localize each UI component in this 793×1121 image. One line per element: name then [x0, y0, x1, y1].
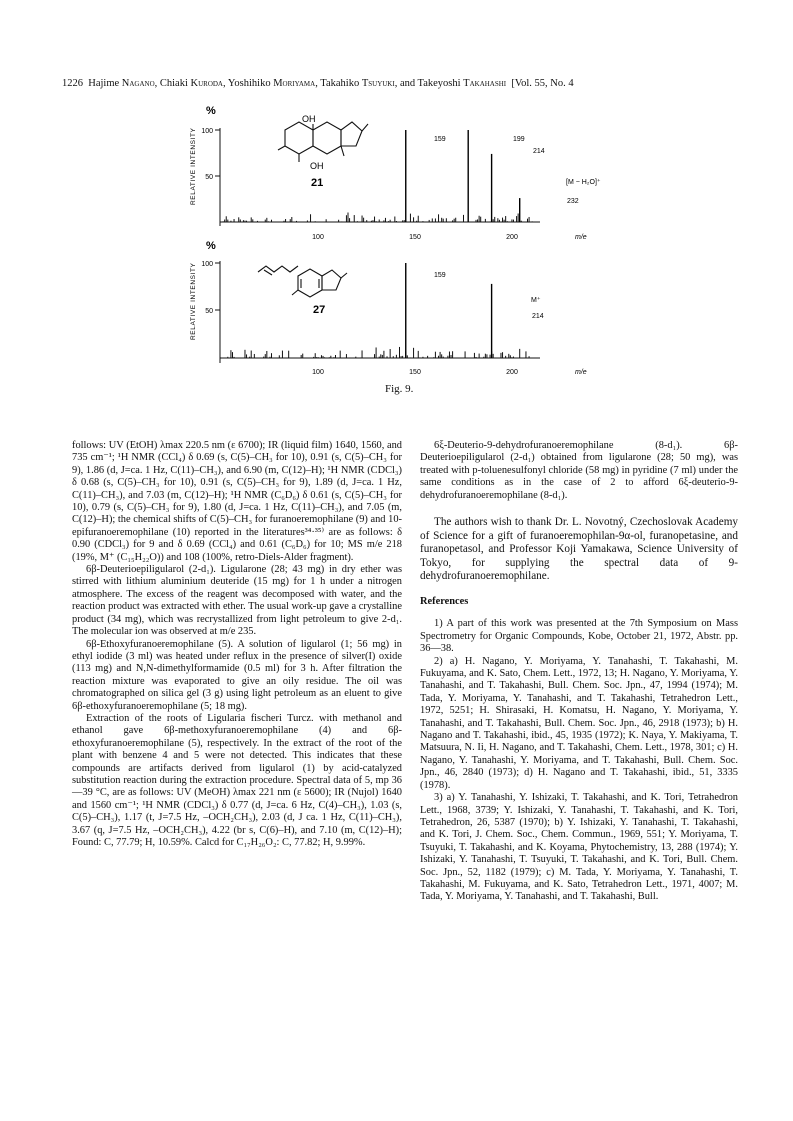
author-name: Nagano	[121, 78, 155, 89]
compound-number: 21	[311, 177, 324, 189]
y-axis-label: RELATIVE INTENSITY	[190, 127, 197, 205]
peak-label: 159	[434, 272, 446, 279]
paragraph: 6β-Ethoxyfuranoeremophilane (5). A solution of ligularol (1; 56 mg) in ethyl iodide (3 ml) was heated under reflux in the presence of silver(I) oxide (113 mg) and N,N-dimethylformamide (0.5 ml) for 3 h. After filtration the reaction mixture was evaporated to give an oily residue. The oil was chromatographed on silica gel (3 g) using light petroleum as an eluent to give 6β-ethoxyfuranoeremophilane (5; 18 mg).	[72, 638, 402, 712]
y-tick-label: 50	[205, 174, 213, 181]
author-text: Hajime	[88, 78, 122, 89]
mass-spectra-figure	[0, 0, 793, 400]
structure-21	[278, 122, 368, 162]
author-name: Takahashi	[463, 78, 507, 89]
x-tick-label: 200	[506, 369, 518, 376]
spectrum-top	[190, 105, 601, 241]
author-name: Kuroda	[190, 78, 223, 89]
hydroxyl-label: OH	[310, 161, 324, 171]
peak-label: 199	[513, 136, 525, 143]
x-axis-unit: m/e	[575, 234, 587, 241]
reference-item: 1) A part of this work was presented at the 7th Symposium on Mass Spectrometry for Organic Compounds, Kobe, October 21, 1972, Abstr. pp. 36—38.	[420, 618, 738, 655]
reference-item: 3) a) Y. Tanahashi, Y. Ishizaki, T. Takahashi, and K. Tori, Tetrahedron Lett., 1968, 3739; Y. Ishizaki, Y. Tanahashi, T. Takahashi, and K. Tori, Tetrahedron, 26, 5387 (1970); b) Y. Ishizaki, Y. Tanahashi, T. Takahashi, and K. Tori, J. Chem. Soc., Chem. Commun., 1969, 551; Y. Moriyama, T. Tsuyuki, T. Takahashi, and K. Koyama, Phytochemistry, 13, 288 (1974); Y. Ishizaki, Y. Tanahashi, T. Tsuyuki, T. Takahashi, and K. Tori, Bull. Chem. Soc. Jpn., 52, 1182 (1979); c) M. Tada, Y. Moriyama, Y. Tanahashi, T. Takahashi, M. Fukuyama, and K. Sato, Tetrahedron Lett., 1971, 4007; M. Tada, Y. Moriyama, Y. Tanahashi, and T. Takahashi, Bull.	[420, 792, 738, 903]
x-axis-unit: m/e	[575, 369, 587, 376]
page-number: 1226	[62, 78, 83, 89]
ion-label: M⁺	[531, 297, 541, 304]
left-column	[72, 440, 402, 849]
hydroxyl-label: OH	[302, 114, 316, 124]
peak-label: 159	[434, 136, 446, 143]
author-text: , Takahiko	[315, 78, 362, 89]
peak-label: 214	[532, 313, 544, 320]
ion-label: [M − H₂O]⁺	[566, 179, 601, 186]
x-tick-label: 200	[506, 234, 518, 241]
y-tick-label: 50	[205, 308, 213, 315]
author-name: Tsuyuki	[361, 78, 395, 89]
peak-label: 232	[567, 198, 579, 205]
x-tick-label: 150	[409, 234, 421, 241]
compound-number: 27	[313, 304, 326, 316]
peak-bars	[223, 130, 535, 222]
journal-volume: [Vol. 55, No. 4	[511, 78, 574, 89]
y-tick-label: 100	[201, 261, 213, 268]
peak-label: 214	[533, 148, 545, 155]
percent-label: %	[206, 240, 216, 252]
x-tick-label: 100	[312, 234, 324, 241]
author-text: , and Takeyoshi	[394, 78, 464, 89]
author-text: , Chiaki	[154, 78, 191, 89]
reference-item: 2) a) H. Nagano, Y. Moriyama, Y. Tanahashi, T. Takahashi, M. Fukuyama, and K. Sato, Chem. Lett., 1972, 13; H. Nagano, Y. Moriyama, Y. Tanahashi, and T. Takahashi, Bull. Chem. Soc. Jpn., 47, 1994 (1974); M. Tada, Y. Moriyama, Y. Tanahashi, and T. Takahashi, Tetrahedron Lett., 1972, 5251; H. Shirasaki, H. Komatsu, H. Nagano, Y. Moriyama, Y. Tanahashi, and T. Takahashi, Bull. Chem. Soc. Jpn., 46, 2918 (1973); b) H. Nagano and T. Takahashi, ibid., 45, 1935 (1972); K. Naya, Y. Makiyama, T. Matsuura, N. Ii, H. Nagano, and T. Takahashi, Chem. Lett., 1978, 301; c) H. Nagano, Y. Tanahashi, Y. Moriyama, and T. Takahashi, Bull. Chem. Soc. Jpn., 46, 2840 (1973); d) H. Nagano and T. Takahashi, ibid., 51, 3335 (1978).	[420, 655, 738, 791]
peak-bars	[228, 263, 529, 358]
y-tick-label: 100	[201, 128, 213, 135]
spectrum-bottom	[190, 240, 587, 376]
paragraph: Extraction of the roots of Ligularia fischeri Turcz. with methanol and ethanol gave 6β-methoxyfuranoeremophilane (4) and 6β-ethoxyfuranoeremophilane (5), respectively. In the extract of the root of the plant with benzene 4 and 5 were not detected. This indicates that these compounds are artifacts derived from ligularol (1) by acid-catalyzed substitution reaction during the extraction procedure. Spectral data of 5, mp 36—39 °C, are as follows: UV (MeOH) λmax 221 nm (ε 5600); IR (Nujol) 1640 and 1560 cm⁻¹; ¹H NMR (CDCl₃) δ 0.77 (d, J=ca. 6 Hz, C(4)–CH₃), 1.03 (s, C(5)–CH₃), 1.17 (t, J=7.5 Hz, –OCH₂CH₃), 2.03 (d, J ca. 1 Hz, C(11)–CH₃), 3.67 (q, J=7.5 Hz, –OCH₂CH₃), 4.22 (br s, C(6)–H), and 7.10 (m, C(12)–H); Found: C, 77.79; H, 10.59%. Calcd for C₁₇H₂₆O₂: C, 77.82; H, 9.99%.	[72, 712, 402, 848]
x-tick-label: 150	[409, 369, 421, 376]
right-column	[420, 440, 738, 904]
y-axis-label: RELATIVE INTENSITY	[190, 262, 197, 340]
paragraph: follows: UV (EtOH) λmax 220.5 nm (ε 6700); IR (liquid film) 1640, 1560, and 735 cm⁻¹; ¹H NMR (CCl₄) δ 0.69 (s, C(5)–CH₃ for 10), 0.91 (s, C(5)–CH₃ for 9), 1.86 (d, J=ca. 1 Hz, C(11)–CH₃), and 6.90 (m, C(12)–H); ¹H NMR (CDCl₃) δ 0.68 (s, C(5)–CH₃ for 10), 0.91 (s, C(5)–CH₃ for 9), 1.89 (d, J=ca. 1 Hz, C(11)–CH₃), and 7.03 (m, C(12)–H); ¹H NMR (C₆D₆) δ 0.61 (s, C(5)–CH₃ for 10), 0.79 (s, C(5)–CH₃ for 9), 1.80 (d, J=ca. 1 Hz, C(11)–CH₃), and 7.05 (m, C(12)–H); the chemical shifts of C(5)–CH₃ for furanoeremophilane (9) and 10-epifuranoeremophilane (10) reported in the literatures³⁴·³⁵⁾ are as follows: δ 0.90 (CDCl₃) for 9 and δ 0.69 (CCl₄) and 0.61 (C₆D₆) for 10; MS m/e 218 (19%, M⁺ (C₁₅H₂₂O)) and 108 (100%, retro-Diels-Alder fragment).	[72, 440, 402, 563]
references-heading: References	[420, 596, 469, 607]
figure-caption: Fig. 9.	[385, 383, 414, 395]
author-name: Moriyama	[273, 78, 316, 89]
acknowledgement: The authors wish to thank Dr. L. Novotný, Czechoslovak Academy of Science for a gift of furanoeremophilan-9α-ol, furanopetasine, and furanopetasol, and Professor Koji Yamakawa, Science University of Tokyo, for supplying the spectral data of 9-dehydrofuranoeremophilane.	[420, 516, 738, 583]
paragraph: 6β-Deuterioepiligularol (2-d₁). Ligularone (28; 43 mg) in dry ether was stirred with lithium aluminium deuteride (15 mg) for 1 h under a nitrogen atmosphere. The excess of the reagent was decomposed with water, and the reaction product was extracted with ether. The usual work-up gave a crystalline product (34 mg), which was recrystallized from light petroleum to give 2-d₁. The molecular ion was observed at m/e 235.	[72, 564, 402, 638]
paragraph: 6ξ-Deuterio-9-dehydrofuranoeremophilane (8-d₁). 6β-Deuterioepiligularol (2-d₁) obtained from ligularone (28; 50 mg), was treated with p-toluenesulfonyl chloride (58 mg) in pyridine (7 ml) under the same conditions as in the case of 2 to afford 6ξ-deuterio-9-dehydrofuranoeremophilane (8-d₁).	[420, 440, 738, 501]
x-tick-label: 100	[312, 369, 324, 376]
percent-label: %	[206, 105, 216, 117]
author-text: , Yoshihiko	[223, 78, 274, 89]
structure-27	[258, 266, 347, 297]
